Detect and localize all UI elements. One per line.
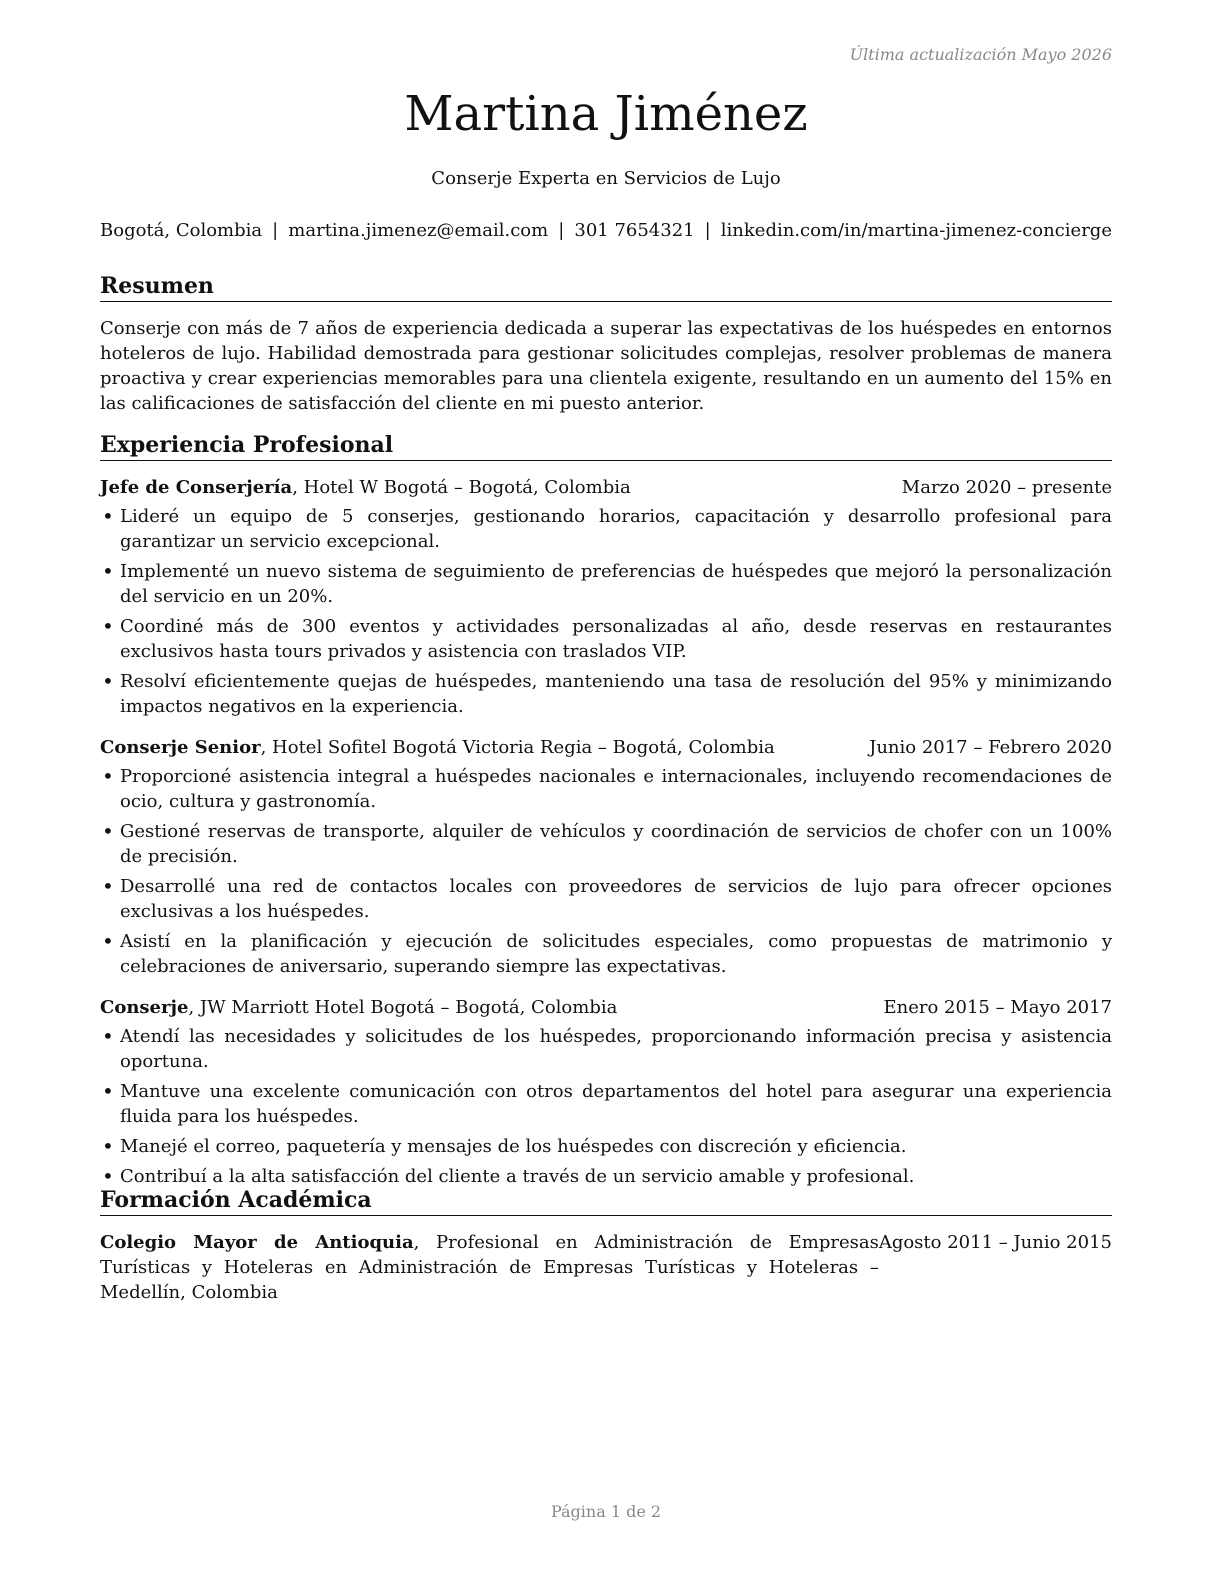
education-text bbox=[100, 1230, 879, 1305]
job-bullets bbox=[100, 504, 1112, 719]
section-heading-experience: Experiencia Profesional bbox=[100, 431, 1112, 461]
list-item: • Implementé un nuevo sistema de seguimiento de preferencias de huéspedes que mejoró la personalización del servicio en un 20%. bbox=[100, 559, 1112, 609]
education-degree: , Profesional en Administración de Empresas Turísticas y Hoteleras en Administración de Empresas Turísticas y Hoteleras – Medellín, Colombia bbox=[100, 1232, 879, 1303]
contact-location: Bogotá, Colombia bbox=[100, 220, 263, 241]
job-header bbox=[100, 475, 1112, 500]
contact-phone: 301 7654321 bbox=[574, 220, 695, 241]
job-bullets bbox=[100, 1024, 1112, 1189]
contact-line bbox=[100, 220, 1112, 241]
contact-separator: | bbox=[272, 220, 279, 241]
list-item: • Resolví eficientemente quejas de huéspedes, manteniendo una tasa de resolución del 95% y minimizando impactos negativos en la experiencia. bbox=[100, 669, 1112, 719]
list-item: • Desarrollé una red de contactos locales con proveedores de servicios de lujo para ofrecer opciones exclusivas a los huéspedes. bbox=[100, 874, 1112, 924]
headline: Conserje Experta en Servicios de Lujo bbox=[431, 168, 781, 189]
education-dates: Agosto 2011 – Junio 2015 bbox=[878, 1232, 1112, 1253]
page-number: Página 1 de 2 bbox=[550, 1502, 662, 1521]
job-title-line bbox=[100, 995, 617, 1020]
list-item: • Manejé el correo, paquetería y mensajes de los huéspedes con discreción y eficiencia. bbox=[100, 1134, 1112, 1159]
contact-linkedin[interactable]: linkedin.com/in/martina-jimenez-concierge bbox=[720, 220, 1112, 241]
job-entry bbox=[100, 735, 1112, 979]
candidate-name: Martina Jiménez bbox=[404, 86, 808, 142]
contact-separator: | bbox=[558, 220, 565, 241]
list-item: • Contribuí a la alta satisfacción del cliente a través de un servicio amable y profesional. bbox=[100, 1164, 1112, 1189]
job-employer: , Hotel Sofitel Bogotá Victoria Regia – Bogotá, Colombia bbox=[260, 737, 775, 758]
job-entry bbox=[100, 995, 1112, 1189]
job-employer: , Hotel W Bogotá – Bogotá, Colombia bbox=[292, 477, 631, 498]
list-item: • Atendí las necesidades y solicitudes de los huéspedes, proporcionando información precisa y asistencia oportuna. bbox=[100, 1024, 1112, 1074]
summary-text: Conserje con más de 7 años de experiencia dedicada a superar las expectativas de los huéspedes en entornos hoteleros de lujo. Habilidad demostrada para gestionar solicitudes complejas, resolver problemas de manera proactiva y crear experiencias memorables para una clientela exigente, resultando en un aumento del 15% en las calificaciones de satisfacción del cliente en mi puesto anterior. bbox=[100, 318, 1112, 414]
job-header bbox=[100, 735, 1112, 760]
list-item: • Mantuve una excelente comunicación con otros departamentos del hotel para asegurar una experiencia fluida para los huéspedes. bbox=[100, 1079, 1112, 1129]
list-item: • Gestioné reservas de transporte, alquiler de vehículos y coordinación de servicios de chofer con un 100% de precisión. bbox=[100, 819, 1112, 869]
list-item: • Asistí en la planificación y ejecución de solicitudes especiales, como propuestas de matrimonio y celebraciones de aniversario, superando siempre las expectativas. bbox=[100, 929, 1112, 979]
education-section bbox=[100, 1186, 1112, 1305]
list-item: • Coordiné más de 300 eventos y actividades personalizadas al año, desde reservas en restaurantes exclusivos hasta tours privados y asistencia con traslados VIP. bbox=[100, 614, 1112, 664]
job-title-line bbox=[100, 475, 631, 500]
list-item: • Lideré un equipo de 5 conserjes, gestionando horarios, capacitación y desarrollo profesional para garantizar un servicio excepcional. bbox=[100, 504, 1112, 554]
job-header bbox=[100, 995, 1112, 1020]
summary-section bbox=[100, 272, 1112, 416]
job-dates: Junio 2017 – Febrero 2020 bbox=[869, 737, 1112, 758]
resume-page bbox=[100, 0, 1112, 1584]
job-title: Jefe de Conserjería bbox=[100, 477, 293, 498]
job-dates: Enero 2015 – Mayo 2017 bbox=[883, 997, 1112, 1018]
last-updated: Última actualización Mayo 2026 bbox=[849, 45, 1112, 64]
job-entry bbox=[100, 475, 1112, 719]
job-dates: Marzo 2020 – presente bbox=[901, 477, 1112, 498]
education-school: Colegio Mayor de Antioquia bbox=[100, 1232, 414, 1253]
education-entry bbox=[100, 1230, 1112, 1305]
job-title: Conserje bbox=[100, 997, 189, 1018]
contact-email[interactable]: martina.jimenez@email.com bbox=[288, 220, 549, 241]
job-title-line bbox=[100, 735, 775, 760]
experience-section bbox=[100, 431, 1112, 1194]
job-employer: , JW Marriott Hotel Bogotá – Bogotá, Colombia bbox=[188, 997, 618, 1018]
section-heading-education: Formación Académica bbox=[100, 1186, 1112, 1216]
contact-separator: | bbox=[704, 220, 711, 241]
list-item: • Proporcioné asistencia integral a huéspedes nacionales e internacionales, incluyendo recomendaciones de ocio, cultura y gastronomía. bbox=[100, 764, 1112, 814]
section-heading-summary: Resumen bbox=[100, 272, 1112, 302]
job-title: Conserje Senior bbox=[100, 737, 261, 758]
job-bullets bbox=[100, 764, 1112, 979]
